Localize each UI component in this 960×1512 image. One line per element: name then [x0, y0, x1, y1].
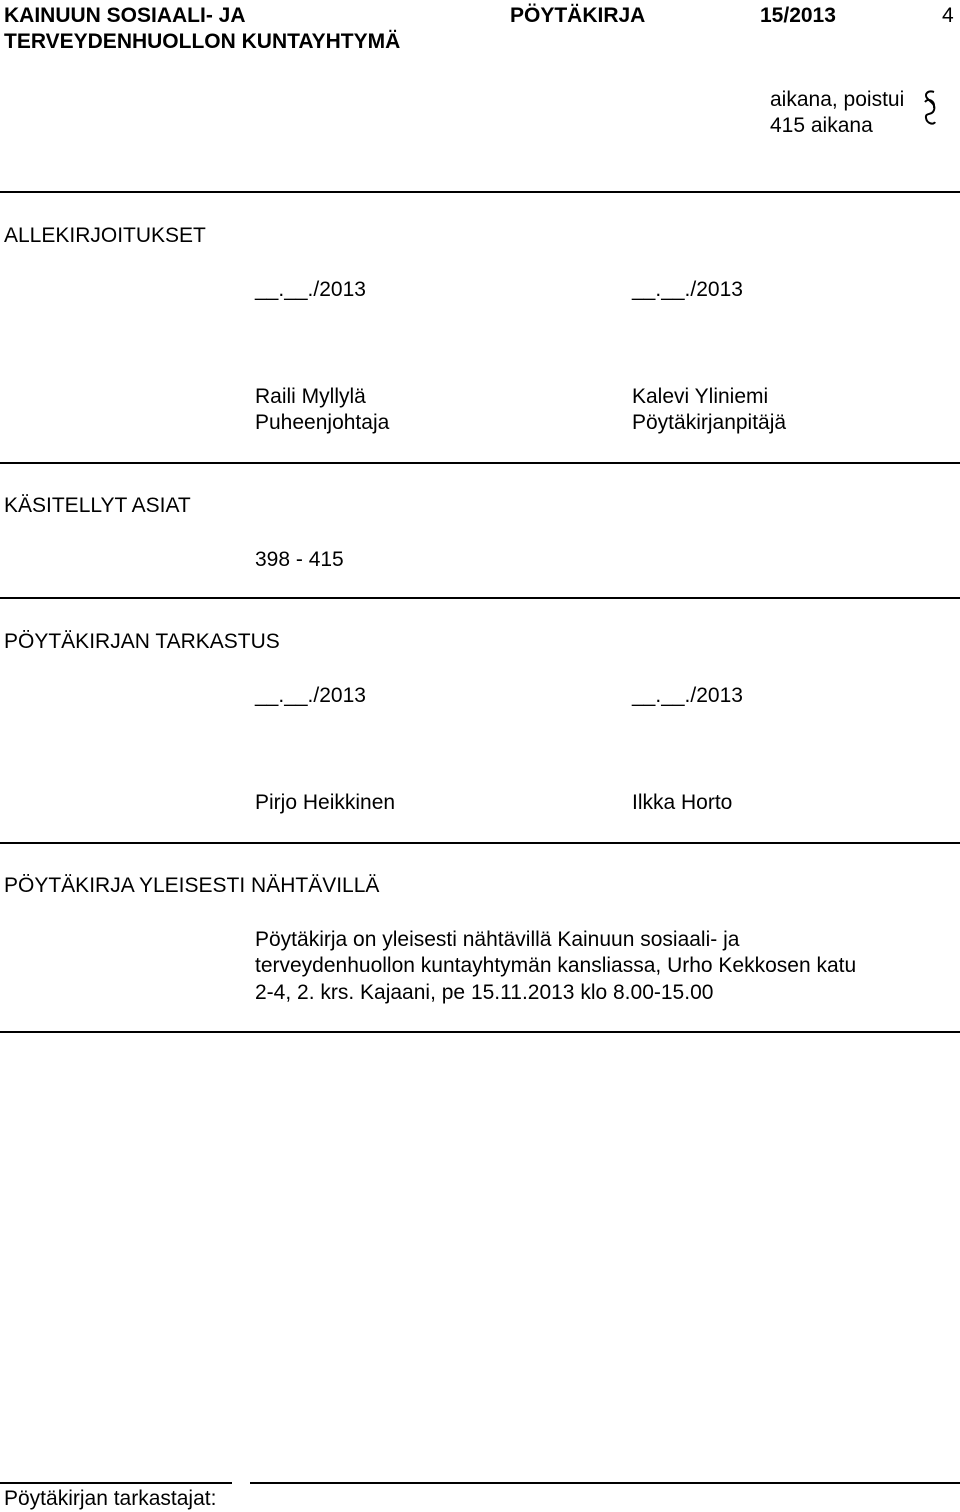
page-number: 4	[942, 4, 954, 27]
signatures-heading: ALLEKIRJOITUKSET	[4, 224, 206, 247]
org-name-line1: KAINUUN SOSIAALI- JA	[4, 4, 246, 27]
review-date-right: __.__./2013	[632, 684, 743, 707]
document-type: PÖYTÄKIRJA	[510, 4, 646, 27]
divider	[0, 597, 960, 599]
handled-items-heading: KÄSITELLYT ASIAT	[4, 494, 191, 517]
continuation-line2: 415 aikana	[770, 114, 873, 137]
divider	[0, 462, 960, 464]
signature-date-left: __.__./2013	[255, 278, 366, 301]
footer-reviewers-label: Pöytäkirjan tarkastajat:	[4, 1487, 217, 1510]
document-number: 15/2013	[760, 4, 836, 27]
secretary-name: Kalevi Yliniemi	[632, 385, 769, 408]
reviewer-right-name: Ilkka Horto	[632, 791, 733, 814]
reviewer-left-name: Pirjo Heikkinen	[255, 791, 396, 814]
public-display-line2: terveydenhuollon kuntayhtymän kansliassa, Urho Kekkosen katu	[255, 954, 857, 977]
public-display-line1: Pöytäkirja on yleisesti nähtävillä Kainuun sosiaali- ja	[255, 928, 740, 951]
secretary-role: Pöytäkirjanpitäjä	[632, 411, 787, 434]
org-name-line2: TERVEYDENHUOLLON KUNTAYHTYMÄ	[4, 30, 401, 53]
continuation-line1: aikana, poistui	[770, 88, 905, 111]
footer-divider-left	[0, 1482, 232, 1484]
public-display-heading: PÖYTÄKIRJA YLEISESTI NÄHTÄVILLÄ	[4, 874, 380, 897]
divider	[0, 191, 960, 193]
review-date-left: __.__./2013	[255, 684, 366, 707]
divider	[0, 842, 960, 844]
signature-date-right: __.__./2013	[632, 278, 743, 301]
section-mark-icon	[922, 88, 938, 128]
divider	[0, 1031, 960, 1033]
footer-divider-right	[250, 1482, 960, 1484]
handled-items-range: 398 - 415	[255, 548, 344, 571]
review-heading: PÖYTÄKIRJAN TARKASTUS	[4, 630, 280, 653]
chair-name: Raili Myllylä	[255, 385, 366, 408]
chair-role: Puheenjohtaja	[255, 411, 390, 434]
public-display-line3: 2-4, 2. krs. Kajaani, pe 15.11.2013 klo 8.00-15.00	[255, 981, 714, 1004]
